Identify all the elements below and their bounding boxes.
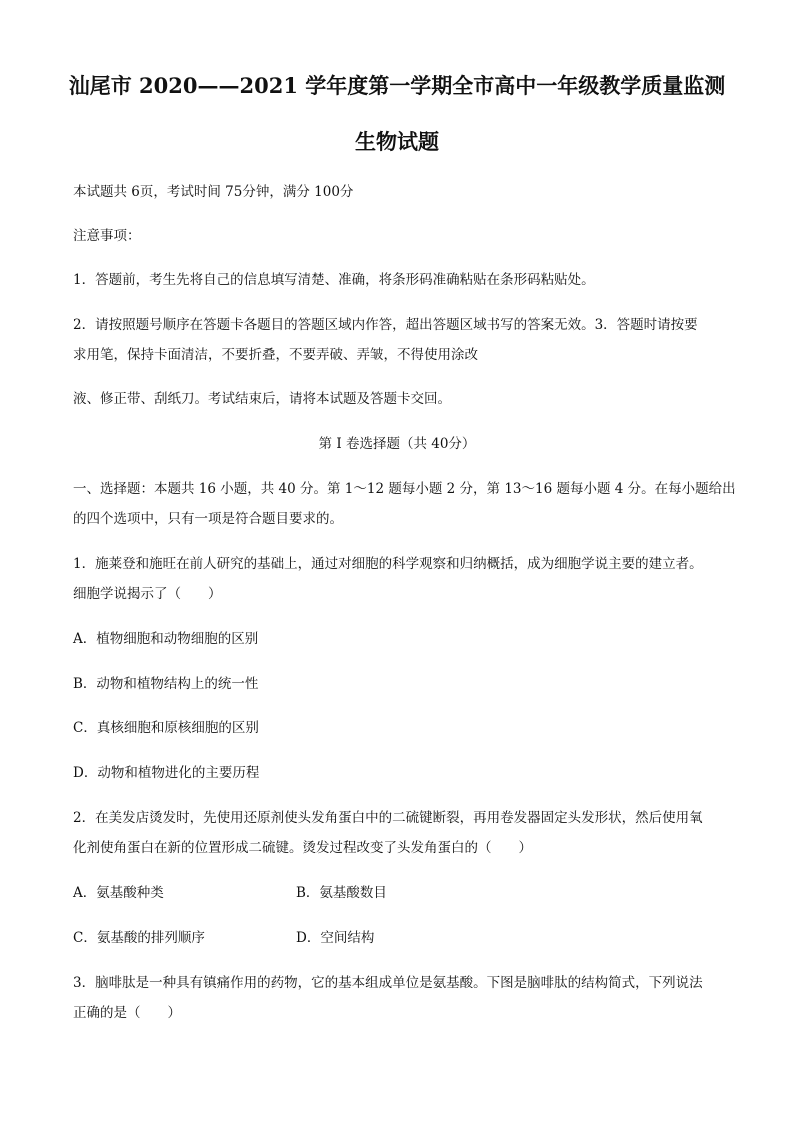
question-2-stem-line-1: 2．在美发店烫发时，先使用还原剂使头发角蛋白中的二硫键断裂，再用卷发器固定头发形状，然后使用氧 (73, 810, 703, 826)
section-heading: 第 I 卷选择题（共 40分） (318, 436, 476, 452)
question-2-option-b: B．氨基酸数目 (296, 885, 387, 901)
notes-heading: 注意事项： (73, 228, 141, 244)
question-2-option-c: C．氨基酸的排列顺序 (73, 930, 205, 946)
question-2-option-a: A．氨基酸种类 (73, 885, 164, 901)
question-1-stem-line-2: 细胞学说揭示了（ ） (73, 586, 222, 602)
question-3-stem-line-1: 3．脑啡肽是一种具有镇痛作用的药物，它的基本组成单位是氨基酸。下图是脑啡肽的结构简式，下列说法 (73, 975, 703, 991)
question-1-option-d: D．动物和植物进化的主要历程 (73, 765, 260, 781)
question-1-option-b: B．动物和植物结构上的统一性 (73, 676, 259, 692)
exam-subtitle: 生物试题 (355, 129, 439, 154)
question-2-stem-line-2: 化剂使角蛋白在新的位置形成二硫键。烫发过程改变了头发角蛋白的（ ） (73, 840, 532, 856)
question-3-stem-line-2: 正确的是（ ） (73, 1005, 181, 1021)
section-instructions-line-2: 的四个选项中，只有一项是符合题目要求的。 (73, 511, 343, 527)
exam-title: 汕尾市 2020——2021 学年度第一学期全市高中一年级教学质量监测 (68, 73, 726, 98)
section-instructions-line-1: 一、选择题：本题共 16 小题，共 40 分。第 1～12 题每小题 2 分，第 13～16 题每小题 4 分。在每小题给出 (73, 481, 736, 497)
note-1: 1．答题前，考生先将自己的信息填写清楚、准确，将条形码准确粘贴在条形码粘贴处。 (73, 272, 595, 288)
question-1-stem-line-1: 1．施莱登和施旺在前人研究的基础上，通过对细胞的科学观察和归纳概括，成为细胞学说主要的建立者。 (73, 556, 703, 572)
question-1-option-a: A．植物细胞和动物细胞的区别 (73, 631, 259, 647)
note-2-line-2: 求用笔，保持卡面清洁，不要折叠，不要弄破、弄皱，不得使用涂改 (73, 347, 478, 363)
exam-info: 本试题共 6页，考试时间 75分钟，满分 100分 (73, 184, 354, 200)
question-1-option-c: C．真核细胞和原核细胞的区别 (73, 720, 259, 736)
note-2-line-3: 液、修正带、刮纸刀。考试结束后，请将本试题及答题卡交回。 (73, 391, 451, 407)
note-2-line-1: 2．请按照题号顺序在答题卡各题目的答题区域内作答，超出答题区域书写的答案无效。3．答题时请按要 (73, 317, 698, 333)
question-2-option-d: D．空间结构 (296, 930, 375, 946)
